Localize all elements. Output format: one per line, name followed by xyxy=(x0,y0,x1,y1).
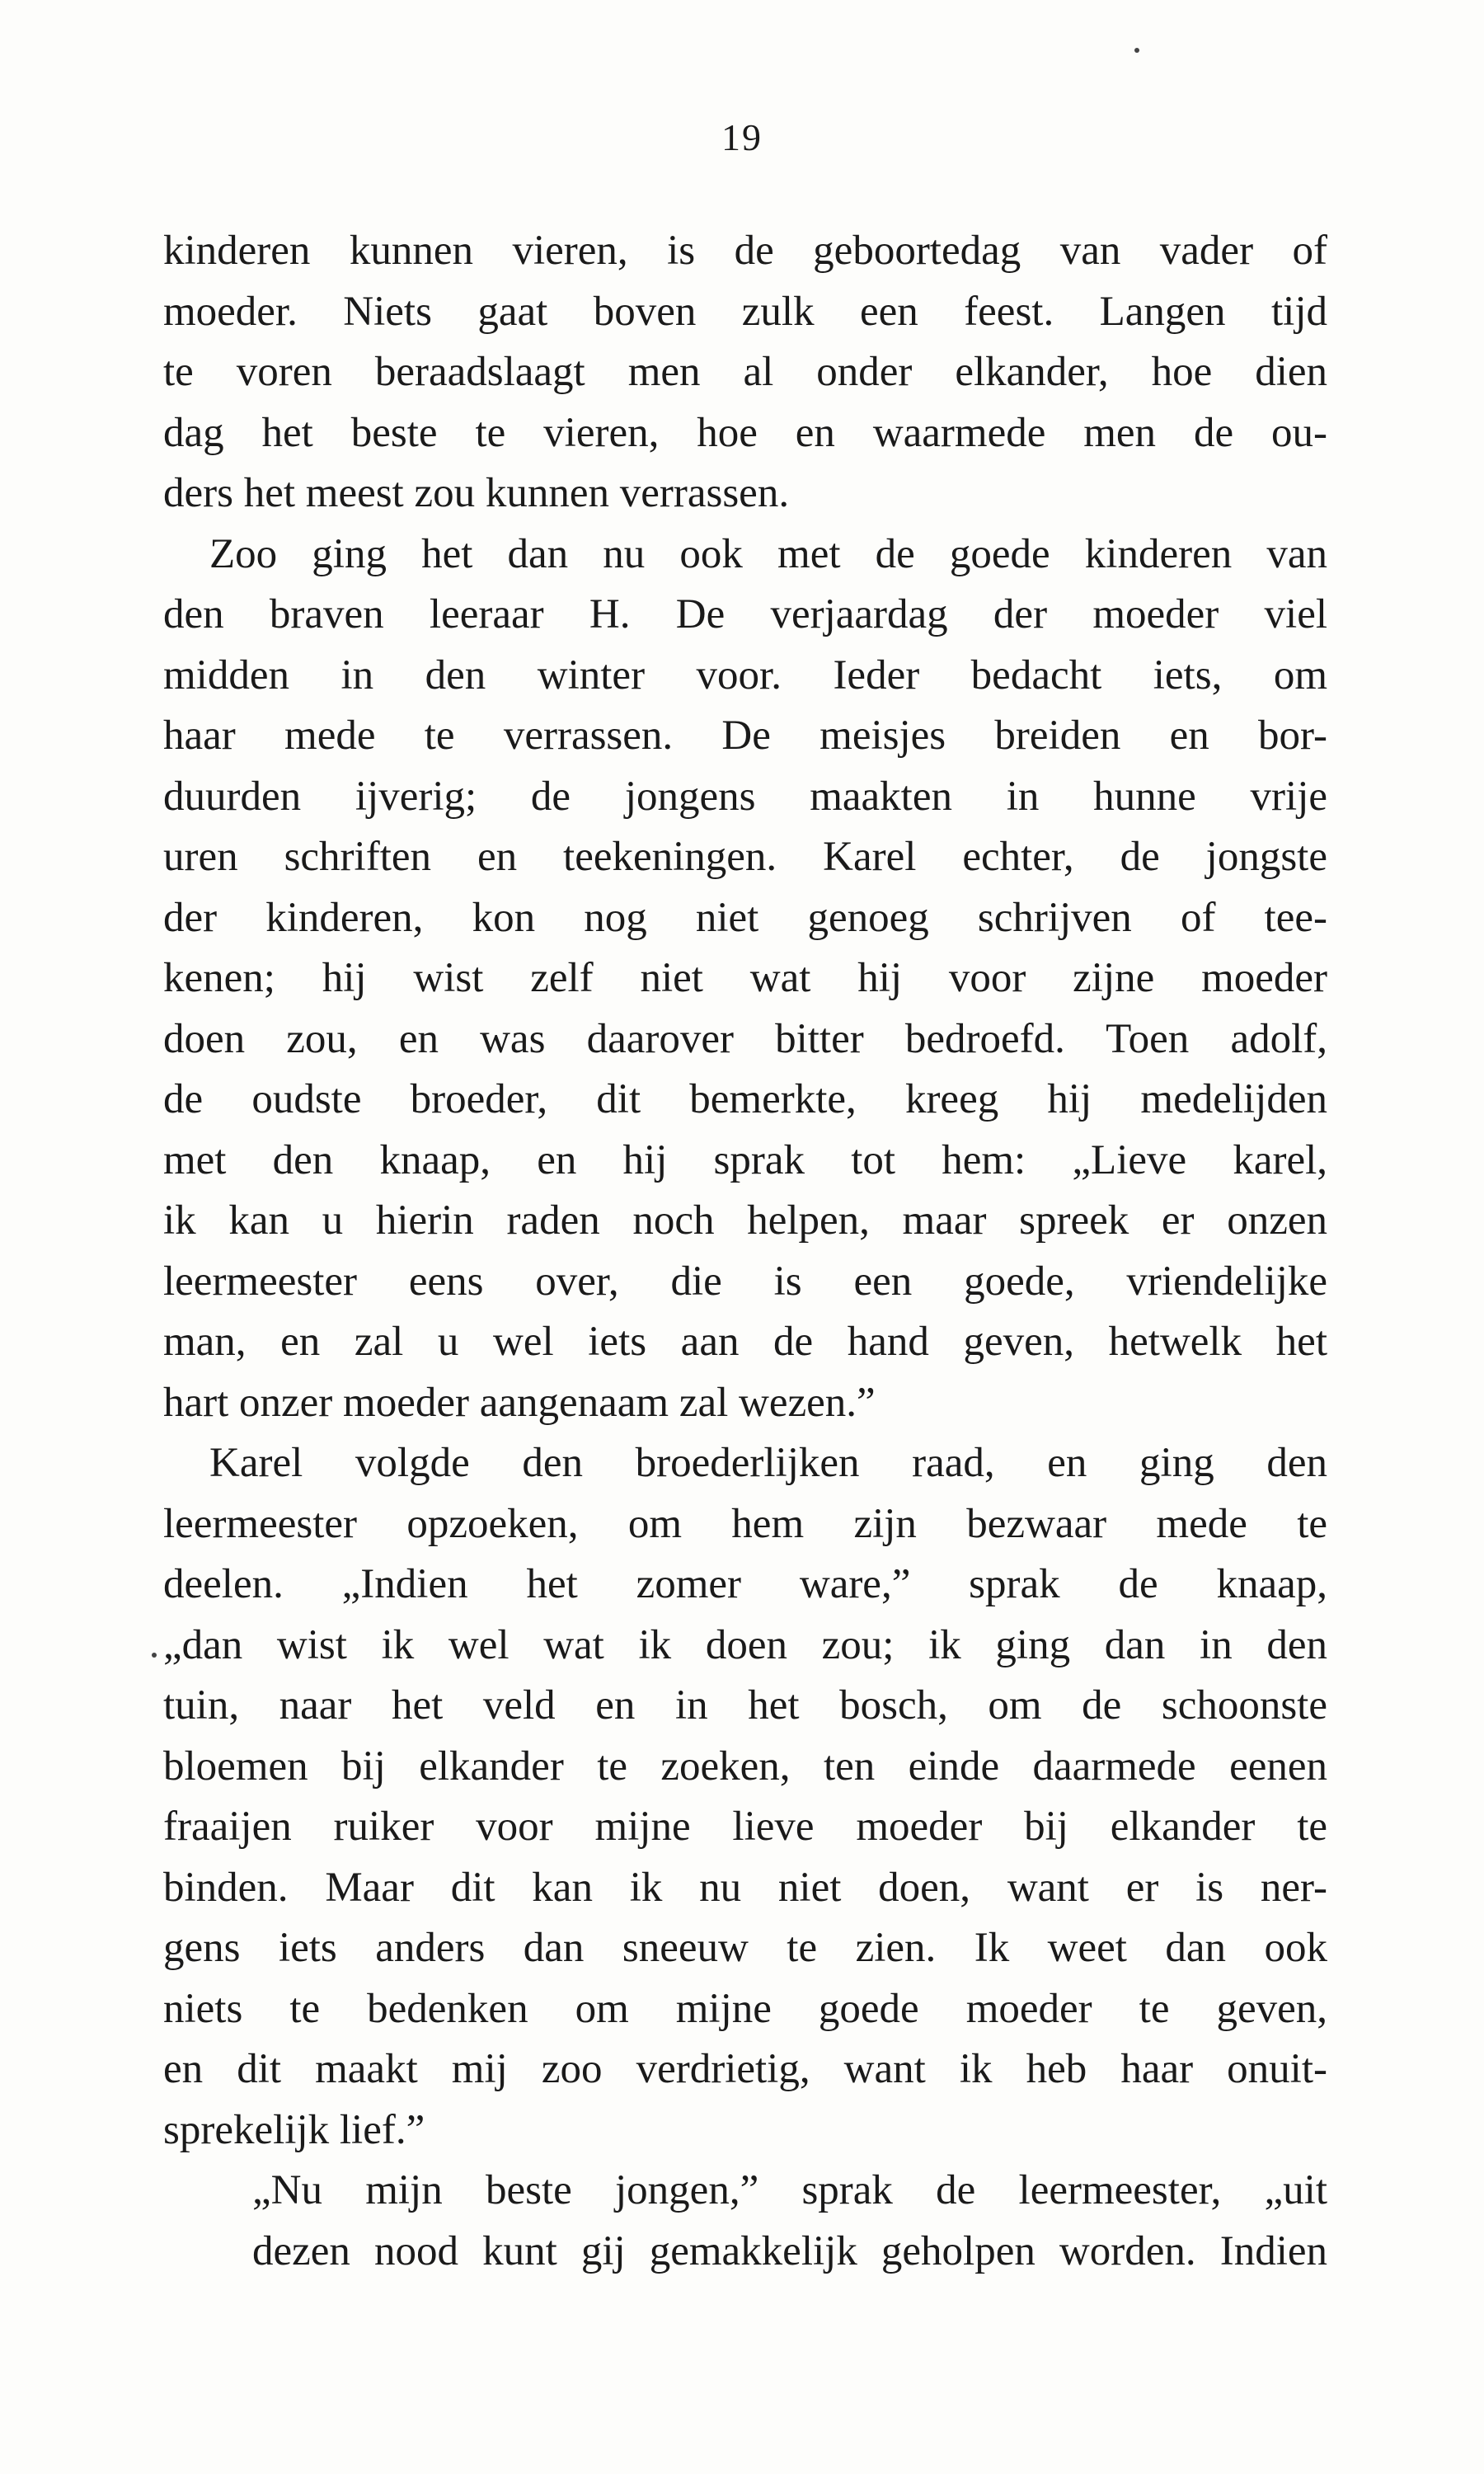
text-line: hart onzer moeder aangenaam zal wezen.” xyxy=(163,1379,876,1426)
text-line: fraaijen ruiker voor mijne lieve moeder bij elkander te xyxy=(163,1804,1327,1850)
text-line: niets te bedenken om mijne goede moeder te geven, xyxy=(163,1985,1327,2032)
speck-mark xyxy=(152,1653,157,1658)
text-line: Karel volgde den broederlijken raad, en ging den xyxy=(209,1440,1327,1486)
speck-mark xyxy=(1134,48,1139,53)
text-line: „Nu mijn beste jongen,” sprak de leermeester, „uit xyxy=(252,2167,1327,2213)
page-number: 19 xyxy=(721,116,763,158)
text-line: binden. Maar dit kan ik nu niet doen, want er is ner- xyxy=(163,1864,1327,1911)
text-line: dag het beste te vieren, hoe en waarmede men de ou- xyxy=(163,409,1327,456)
text-line: sprekelijk lief.” xyxy=(163,2106,425,2153)
text-line: der kinderen, kon nog niet genoeg schrijven of tee- xyxy=(163,894,1327,941)
text-line: „dan wist ik wel wat ik doen zou; ik ging dan in den xyxy=(163,1621,1327,1668)
text-line: tuin, naar het veld en in het bosch, om de schoonste xyxy=(163,1682,1327,1729)
text-line: ik kan u hierin raden noch helpen, maar spreek er onzen xyxy=(163,1197,1327,1244)
text-line: kenen; hij wist zelf niet wat hij voor zijne moeder xyxy=(163,955,1327,1001)
text-line: bloemen bij elkander te zoeken, ten einde daarmede eenen xyxy=(163,1743,1327,1790)
body-text xyxy=(163,221,1327,2282)
text-line: midden in den winter voor. Ieder bedacht iets, om xyxy=(163,651,1327,698)
text-line: en dit maakt mij zoo verdrietig, want ik heb haar onuit- xyxy=(163,2046,1327,2092)
text-line: met den knaap, en hij sprak tot hem: „Lieve karel, xyxy=(163,1136,1327,1183)
text-line: de oudste broeder, dit bemerkte, kreeg hij medelijden xyxy=(163,1076,1327,1122)
text-line: dezen nood kunt gij gemakkelijk geholpen worden. Indien xyxy=(252,2227,1327,2274)
text-line: Zoo ging het dan nu ook met de goede kinderen van xyxy=(209,530,1327,577)
text-line: ders het meest zou kunnen verrassen. xyxy=(163,470,790,516)
text-line: leermeester opzoeken, om hem zijn bezwaar mede te xyxy=(163,1500,1327,1547)
text-line: duurden ijverig; de jongens maakten in hunne vrije xyxy=(163,773,1327,820)
text-line: man, en zal u wel iets aan de hand geven, hetwelk het xyxy=(163,1319,1327,1365)
text-line: haar mede te verrassen. De meisjes breiden en bor- xyxy=(163,713,1327,759)
text-line: den braven leeraar H. De verjaardag der moeder viel xyxy=(163,591,1327,637)
text-line: te voren beraadslaagt men al onder elkander, hoe dien xyxy=(163,349,1327,395)
text-line: kinderen kunnen vieren, is de geboortedag van vader of xyxy=(163,228,1327,274)
text-line: doen zou, en was daarover bitter bedroefd. Toen adolf, xyxy=(163,1015,1327,1062)
text-line: gens iets anders dan sneeuw te zien. Ik weet dan ook xyxy=(163,1925,1327,1971)
text-line: deelen. „Indien het zomer ware,” sprak de knaap, xyxy=(163,1561,1327,1607)
text-line: leermeester eens over, die is een goede, vriendelijke xyxy=(163,1258,1327,1305)
text-line: moeder. Niets gaat boven zulk een feest. Langen tijd xyxy=(163,288,1327,335)
text-line: uren schriften en teekeningen. Karel echter, de jongste xyxy=(163,834,1327,880)
